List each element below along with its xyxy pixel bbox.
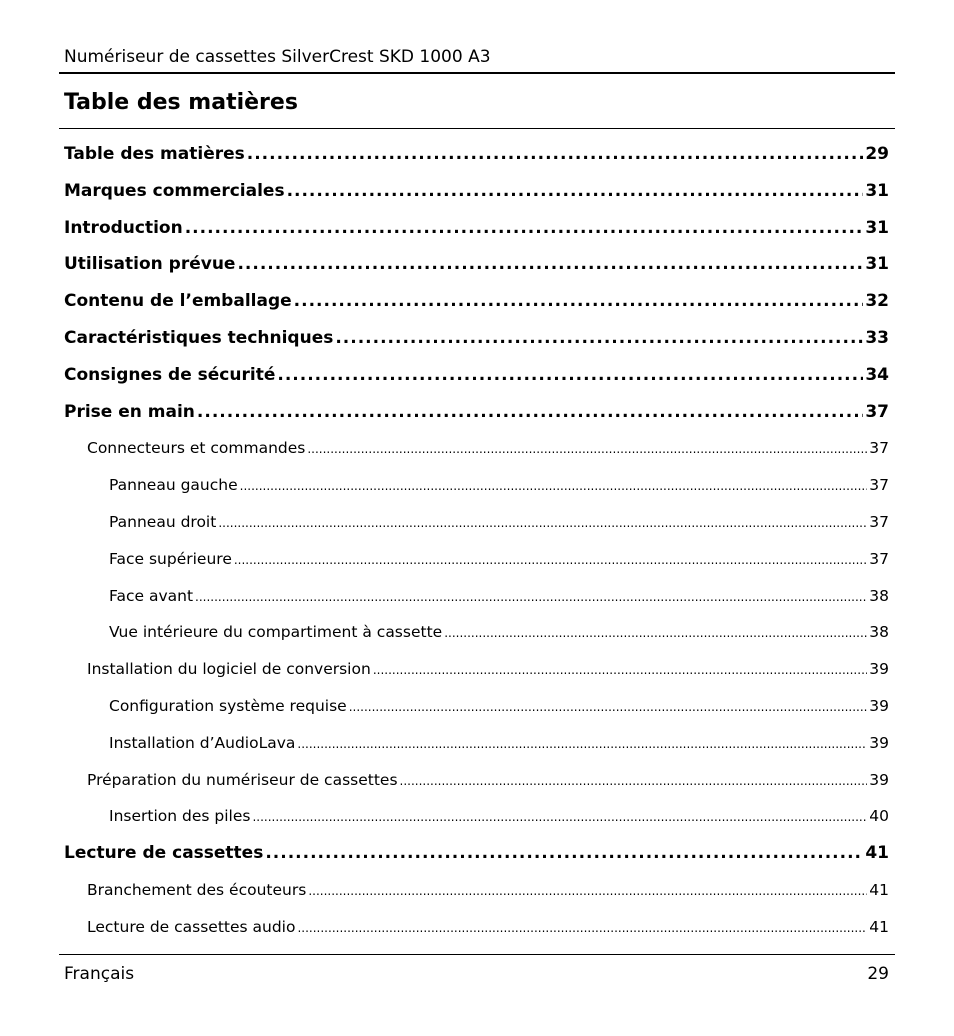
toc-entry[interactable] <box>109 730 889 756</box>
toc-entry[interactable] <box>87 656 889 682</box>
toc-dot-leader <box>400 767 868 793</box>
footer-divider <box>59 954 895 955</box>
toc-entry[interactable] <box>64 362 889 388</box>
toc-entry[interactable] <box>109 803 889 829</box>
toc-entry-page: 41 <box>869 918 889 936</box>
toc-entry-label: Face avant <box>109 587 194 605</box>
toc-entry-label: Contenu de l’emballage <box>64 291 292 311</box>
toc-entry-page: 29 <box>865 144 889 164</box>
toc-entry-label: Lecture de cassettes audio <box>87 918 296 936</box>
toc-dot-leader <box>277 362 863 388</box>
footer-page-number: 29 <box>867 964 889 984</box>
toc-entry-page: 39 <box>869 697 889 715</box>
toc-entry-label: Branchement des écouteurs <box>87 881 307 899</box>
toc-entry-page: 37 <box>869 439 889 457</box>
toc-entry-label: Installation du logiciel de conversion <box>87 660 371 678</box>
toc-entry-label: Panneau droit <box>109 513 217 531</box>
toc-dot-leader <box>247 141 864 167</box>
footer-language: Français <box>64 964 135 984</box>
toc-entry-page: 37 <box>869 513 889 531</box>
title-divider <box>59 128 895 129</box>
toc-entry-page: 37 <box>869 550 889 568</box>
toc-entry-page: 39 <box>869 771 889 789</box>
toc-entry-page: 32 <box>865 291 889 311</box>
toc-dot-leader <box>265 840 863 866</box>
toc-entry-page: 39 <box>869 734 889 752</box>
toc-dot-leader <box>308 877 867 903</box>
toc-entry[interactable] <box>87 767 889 793</box>
toc-entry[interactable] <box>109 472 889 498</box>
toc-entry[interactable] <box>109 583 889 609</box>
toc-dot-leader <box>252 803 867 829</box>
toc-entry-label: Prise en main <box>64 402 195 422</box>
toc-entry-page: 41 <box>865 843 889 863</box>
toc-entry-page: 34 <box>865 365 889 385</box>
toc-entry-label: Panneau gauche <box>109 476 238 494</box>
toc-entry[interactable] <box>64 141 889 167</box>
page-title: Table des matières <box>64 90 298 115</box>
toc-entry-page: 38 <box>869 587 889 605</box>
toc-entry[interactable] <box>64 325 889 351</box>
toc-entry[interactable] <box>109 619 889 645</box>
toc-entry-page: 39 <box>869 660 889 678</box>
header-divider <box>59 72 895 74</box>
toc-entry-page: 37 <box>869 476 889 494</box>
toc-entry[interactable] <box>64 251 889 277</box>
toc-dot-leader <box>240 472 868 498</box>
toc-dot-leader <box>335 325 863 351</box>
toc-entry-label: Installation d’AudioLava <box>109 734 296 752</box>
toc-dot-leader <box>297 914 867 940</box>
toc-entry[interactable] <box>109 509 889 535</box>
toc-dot-leader <box>287 178 864 204</box>
toc-entry-label: Marques commerciales <box>64 181 285 201</box>
toc-entry-label: Caractéristiques techniques <box>64 328 334 348</box>
toc-entry[interactable] <box>64 288 889 314</box>
toc-entry-label: Lecture de cassettes <box>64 843 264 863</box>
toc-entry-label: Utilisation prévue <box>64 254 236 274</box>
toc-entry-page: 31 <box>865 254 889 274</box>
toc-entry-label: Configuration système requise <box>109 697 347 715</box>
toc-entry-label: Connecteurs et commandes <box>87 439 306 457</box>
toc-entry[interactable] <box>87 914 889 940</box>
toc-entry-label: Insertion des piles <box>109 807 251 825</box>
toc-dot-leader <box>297 730 867 756</box>
toc-entry-page: 33 <box>865 328 889 348</box>
document-header-title: Numériseur de cassettes SilverCrest SKD 1000 A3 <box>64 47 491 67</box>
toc-dot-leader <box>349 693 868 719</box>
toc-dot-leader <box>234 546 867 572</box>
toc-entry[interactable] <box>64 840 889 866</box>
toc-entry[interactable] <box>87 877 889 903</box>
toc-dot-leader <box>294 288 864 314</box>
toc-entry[interactable] <box>64 215 889 241</box>
toc-dot-leader <box>444 619 867 645</box>
toc-entry-label: Consignes de sécurité <box>64 365 276 385</box>
toc-dot-leader <box>197 399 863 425</box>
toc-entry-page: 38 <box>869 623 889 641</box>
toc-entry-page: 31 <box>865 181 889 201</box>
toc-entry[interactable] <box>64 399 889 425</box>
toc-entry-label: Préparation du numériseur de cassettes <box>87 771 398 789</box>
toc-entry-label: Table des matières <box>64 144 245 164</box>
toc-entry-page: 31 <box>865 218 889 238</box>
toc-entry-page: 41 <box>869 881 889 899</box>
toc-entry-label: Face supérieure <box>109 550 232 568</box>
toc-dot-leader <box>373 656 867 682</box>
toc-entry-label: Introduction <box>64 218 183 238</box>
toc-dot-leader <box>218 509 867 535</box>
toc-entry[interactable] <box>64 178 889 204</box>
toc-dot-leader <box>185 215 864 241</box>
toc-dot-leader <box>237 251 863 277</box>
toc-dot-leader <box>195 583 867 609</box>
toc-entry[interactable] <box>109 546 889 572</box>
toc-entry-page: 40 <box>869 807 889 825</box>
toc-dot-leader <box>307 435 867 461</box>
toc-entry[interactable] <box>87 435 889 461</box>
toc-entry-page: 37 <box>865 402 889 422</box>
toc-entry[interactable] <box>109 693 889 719</box>
toc-entry-label: Vue intérieure du compartiment à cassette <box>109 623 443 641</box>
